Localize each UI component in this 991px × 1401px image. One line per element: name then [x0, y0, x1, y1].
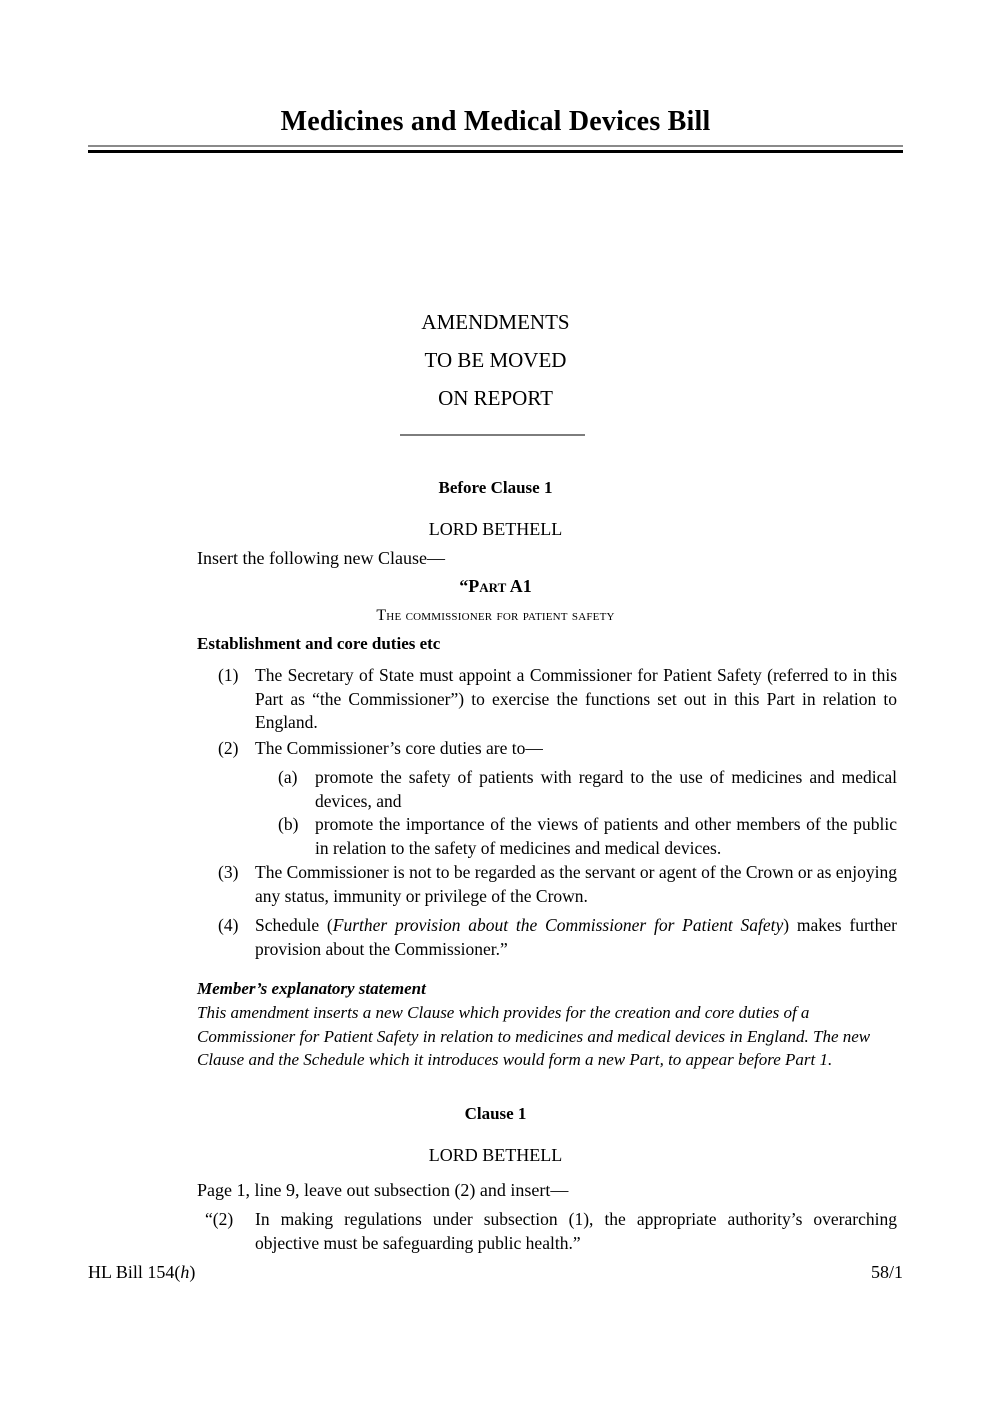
- lead-in-insert-new-clause: Insert the following new Clause—: [197, 548, 445, 568]
- paragraph-3: [218, 861, 897, 908]
- paragraph-text-after: ) makes further provision about the Commissioner.”: [255, 915, 897, 959]
- paragraph-text: promote the safety of patients with regard to the use of medicines and medical devices, and: [315, 767, 897, 811]
- paragraph-1: [218, 664, 897, 735]
- page-footer: [88, 1262, 903, 1283]
- paragraph-2a: [278, 766, 897, 813]
- heading-line-to-be-moved: TO BE MOVED: [424, 348, 567, 372]
- bill-reference-prefix: HL Bill 154(: [88, 1262, 181, 1282]
- bill-reference-suffix: ): [189, 1262, 196, 1282]
- page-number: 58/1: [870, 1262, 903, 1282]
- paragraph-marker: (b): [278, 814, 299, 834]
- sponsor-name-clause-1: LORD BETHELL: [428, 1145, 563, 1165]
- page-title: Medicines and Medical Devices Bill: [280, 106, 711, 137]
- paragraph-marker: (3): [218, 862, 239, 882]
- part-subtitle-commissioner-patient-safety: The commissioner for patient safety: [376, 607, 615, 624]
- paragraph-text: In making regulations under subsection (1), the appropriate authority’s overarching objective must be safeguarding public health.”: [255, 1209, 897, 1253]
- sponsor-name-before-clause-1: LORD BETHELL: [428, 519, 563, 539]
- section-title-before-clause-1: Before Clause 1: [438, 478, 553, 497]
- lead-in-leave-out-subsection: Page 1, line 9, leave out subsection (2) and insert—: [197, 1180, 569, 1200]
- paragraph-text: The Secretary of State must appoint a Commissioner for Patient Safety (referred to in this Part as “the Commissioner”) to exercise the functions set out in this Part in relation to England.: [255, 665, 897, 732]
- explanatory-statement-heading: Member’s explanatory statement: [197, 979, 426, 998]
- heading-line-on-report: ON REPORT: [438, 386, 553, 410]
- schedule-title-italic: Further provision about the Commissioner for Patient Safety: [332, 915, 784, 935]
- paragraph-text-before: Schedule (: [255, 915, 333, 935]
- paragraph-marker: “(2): [205, 1209, 234, 1229]
- paragraph-2b: [278, 813, 897, 860]
- amendments-heading-block: [88, 303, 903, 417]
- paragraph-text: The Commissioner’s core duties are to—: [255, 738, 543, 758]
- paragraph-marker: (a): [278, 767, 298, 787]
- paragraph-2: [218, 737, 897, 761]
- paragraph-4: [218, 914, 897, 961]
- paragraph-marker: (1): [218, 665, 239, 685]
- paragraph-text: The Commissioner is not to be regarded as the servant or agent of the Crown or as enjoying any status, immunity or privilege of the Crown.: [255, 862, 897, 906]
- bill-reference: [88, 1262, 195, 1283]
- paragraph-marker: (4): [218, 915, 239, 935]
- explanatory-statement-text: This amendment inserts a new Clause which provides for the creation and core duties of a Commissioner for Patient Safety in relation to medicines and medical devices in England. The new Clause and the Schedule which it introduces would form a new Part, to appear before Part 1.: [197, 1003, 871, 1069]
- paragraph-quoted-2: [205, 1208, 897, 1255]
- bill-reference-letter: h: [180, 1262, 190, 1282]
- section-title-clause-1: Clause 1: [464, 1104, 527, 1123]
- heading-divider-rule: [400, 434, 585, 436]
- cross-heading-establishment-core-duties: Establishment and core duties etc: [197, 634, 441, 653]
- part-title-a1: “Part A1: [459, 576, 532, 596]
- heading-line-amendments: AMENDMENTS: [421, 310, 570, 334]
- paragraph-marker: (2): [218, 738, 239, 758]
- title-double-rule: [88, 145, 903, 153]
- paragraph-text: promote the importance of the views of patients and other members of the public in relation to the safety of medicines and medical devices.: [315, 814, 897, 858]
- paragraph-text: [255, 914, 897, 961]
